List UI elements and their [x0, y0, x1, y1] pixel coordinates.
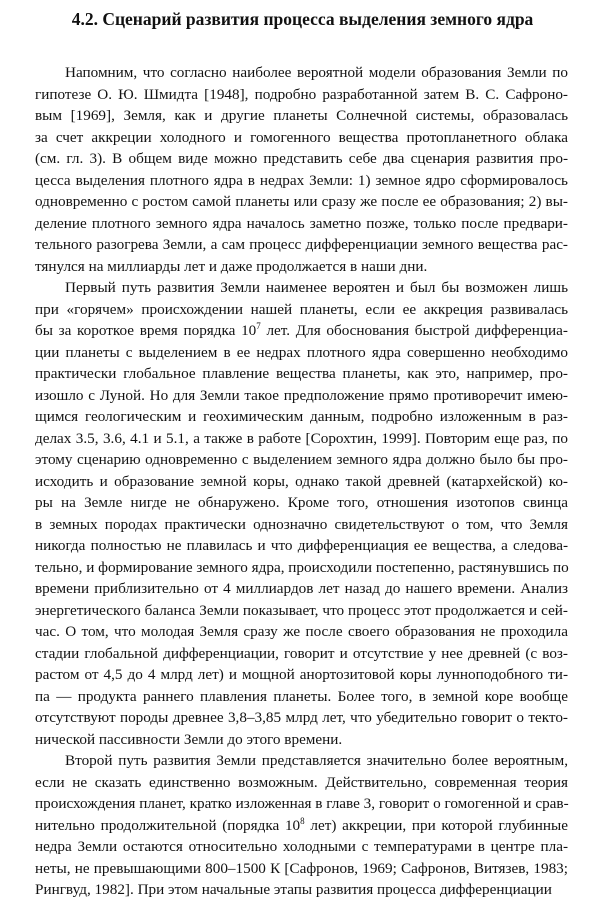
paragraph [35, 277, 568, 750]
text-line: никогда полностью не плавилась и что дифференциация ее вещества, а следова- [35, 537, 568, 554]
text-line: практически глобальное плавление вещества планеты, как это, например, про- [35, 365, 568, 382]
text-line: тельного разогрева Земли, а сам процесс дифференциации земного вещества рас- [35, 236, 568, 253]
exponent: 7 [256, 321, 261, 331]
text-line: Напомним, что согласно наиболее вероятной модели образования Земли по [65, 64, 568, 81]
exponent: 8 [300, 815, 305, 826]
text-segment: лет. Для обоснования быстрой дифференциа- [260, 322, 568, 339]
text-line: недра Земли остаются относительно холодными с температурами в центре пла- [35, 838, 568, 855]
text-line: цесса выделения плотного ядра в недрах Земли: 1) земное ядро сформировалось [35, 171, 568, 189]
text-line: час. О том, что молодая Земля сразу же после своего образования не проходила [35, 623, 568, 640]
body-text [35, 62, 568, 901]
text-line: при «горячем» происхождении нашей планеты, если ее аккреция развивалась [35, 300, 568, 318]
section-heading: 4.2. Сценарий развития процесса выделения земного ядра [71, 9, 534, 29]
text-line: отсутствуют породы древнее 3,8–3,85 млрд лет, что убедительно говорит о текто- [35, 709, 568, 726]
text-segment: бы за короткое время порядка 10 [35, 322, 257, 339]
paragraph [35, 750, 568, 901]
text-line [35, 815, 568, 837]
text-line: па — продукта раннего плавления планеты. Более того, в земной коре вообще [35, 687, 568, 705]
text-line: нической пассивности Земли до этого времени. [35, 730, 343, 748]
text-line: делах 3.5, 3.6, 4.1 и 5.1, а также в работе [Сорохтин, 1999]. Повторим еще раз, по [35, 429, 568, 447]
text-line: за счет аккреции холодного и гомогенного вещества протопланетного облака [35, 128, 568, 146]
text-line [35, 320, 568, 342]
text-line: вым [1969], Земля, как и другие планеты Солнечной системы, образовалась [35, 107, 568, 124]
text-line: тянулся на миллиарды лет и даже продолжается в наши дни. [35, 257, 428, 275]
text-line: изошло с Луной. Но для Земли такое предположение прямо противоречит имею- [35, 386, 568, 404]
text-line: исходить и образование земной коры, однако такой древней (катархейской) ко- [35, 472, 568, 490]
text-line: Второй путь развития Земли представляется значительно более вероятным, [65, 752, 568, 769]
text-line: Первый путь развития Земли наименее вероятен и был бы возможен лишь [65, 279, 568, 296]
text-line: деление плотного земного ядра началось заметно позже, только после предвари- [35, 214, 568, 232]
text-line: ры на Земле нигде не обнаружено. Кроме того, отношения изотопов свинца [35, 494, 568, 511]
text-line: неты, не превышающими 800–1500 К [Сафронов, 1969; Сафронов, Витязев, 1983; [35, 859, 568, 877]
text-segment: лет) аккреции, при которой глубинные [304, 816, 568, 834]
text-line: стадии глобальной дифференциации, говорит и отсутствие у нее древней (с воз- [35, 644, 568, 662]
text-segment: нительно продолжительной (порядка 10 [35, 816, 301, 834]
text-line: Рингвуд, 1982]. При этом начальные этапы развития процесса дифференциации [35, 881, 552, 898]
text-line: происхождения планет, кратко изложенная в главе 3, говорит о гомогенной и срав- [35, 795, 569, 812]
text-line: ции планеты с выделением в ее недрах плотного ядра совершенно необходимо [35, 343, 568, 361]
text-line: одновременно с ростом самой планеты или сразу же после ее образования; 2) вы- [35, 193, 568, 210]
text-line: растом от 4,5 до 4 млрд лет) и мощной анортозитовой коры лунноподобного ти- [35, 666, 568, 683]
text-line: (см. гл. 3). В общем виде можно представить себе два сценария развития про- [35, 150, 568, 167]
text-line: в земных породах практически однозначно свидетельствуют о том, что Земля [35, 515, 568, 533]
text-line: этому сценарию одновременно с выделением земного ядра должно было бы про- [35, 451, 568, 468]
text-line: щимся геологическим и геохимическим данным, подробно изложенным в раз- [35, 408, 568, 425]
text-line: времени приблизительно от 4 миллиардов лет назад до нашего времени. Анализ [35, 580, 568, 597]
text-line: гипотезе О. Ю. Шмидта [1948], подробно разработанной затем В. С. Сафроно- [35, 85, 568, 103]
paragraph [35, 62, 568, 277]
text-line: тельно, и формирование земного ядра, происходили постепенно, растянувшись по [35, 558, 569, 576]
text-line: если не сказать единственно возможным. Действительно, современная теория [35, 773, 568, 791]
text-line: энергетического баланса Земли показывает, что процесс этот продолжается и сей- [35, 601, 568, 619]
